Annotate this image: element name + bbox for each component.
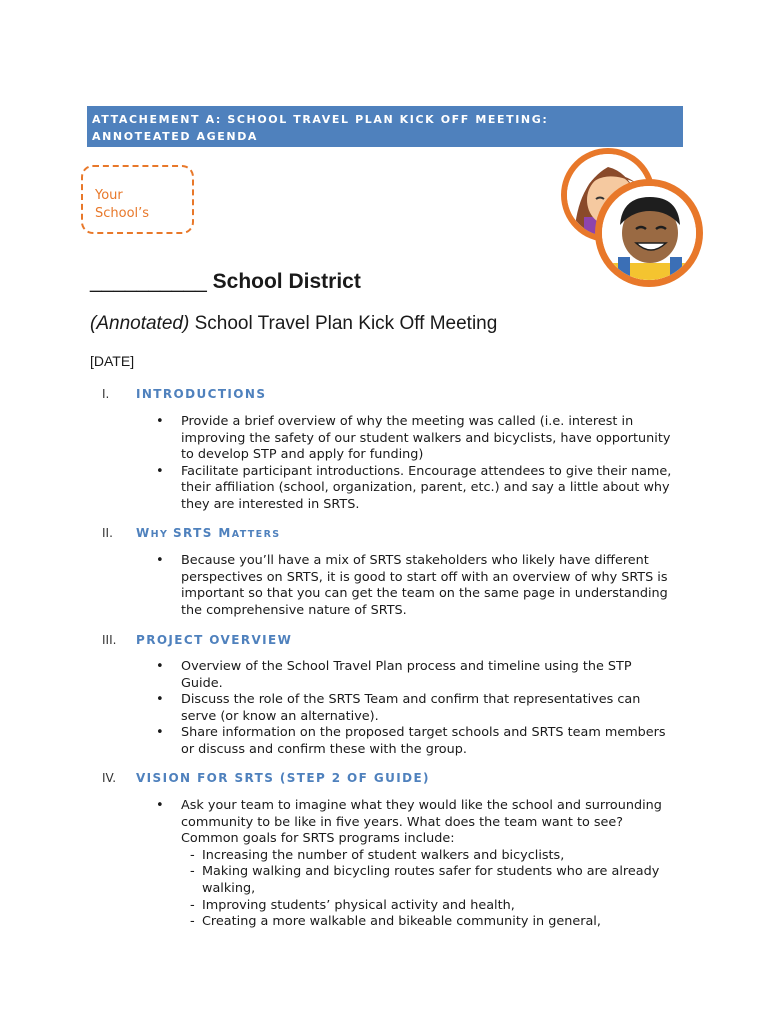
district-name-blank: __________ (90, 270, 207, 293)
list-item: • Facilitate participant introductions. Encourage attendees to give their name, their affiliation (school, organization, parent, etc.) and say a little about why they are interested in SRTS. (156, 464, 676, 514)
students-illustration (556, 145, 706, 290)
meeting-title-text: School Travel Plan Kick Off Meeting (194, 313, 498, 334)
banner-line-2: ANNOTEATED AGENDA (92, 130, 259, 143)
meeting-title-annotated: (Annotated) (90, 313, 190, 334)
list-item: • Share information on the proposed target schools and SRTS team members or discuss and confirm these with the group. (156, 725, 676, 758)
meeting-date: [DATE] (90, 353, 135, 369)
logo-placeholder-line-1: Your (95, 188, 123, 203)
school-logo-placeholder (81, 165, 194, 234)
list-item: - Improving students’ physical activity and health, (190, 898, 676, 915)
section-number: III. (102, 633, 117, 647)
title-part: ATTERS (231, 529, 281, 540)
logo-placeholder-line-2: School’s (95, 206, 150, 221)
list-item: - Making walking and bicycling routes safer for students who are already walking, (190, 864, 676, 897)
list-item: • Because you’ll have a mix of SRTS stakeholders who likely have different perspectives on SRTS, it is good to start off with an overview of why SRTS is important so that you can get the team on the same page in understanding the comprehensive nature of SRTS. (156, 553, 676, 619)
nested-list-container (156, 848, 676, 931)
section-title-vision: VISION FOR SRTS (STEP 2 OF GUIDE) (136, 771, 430, 785)
vision-goals-sublist (156, 848, 676, 931)
school-district-heading (90, 270, 361, 294)
section-title-why-srts-matters (136, 526, 281, 540)
section-number: IV. (102, 771, 117, 785)
meeting-title (90, 313, 497, 335)
section-title-project-overview: PROJECT OVERVIEW (136, 633, 293, 647)
title-part: SRTS M (172, 526, 232, 540)
project-overview-list (156, 659, 676, 759)
list-item: - Increasing the number of student walkers and bicyclists, (190, 848, 676, 865)
section-title-introductions: INTRODUCTIONS (136, 387, 267, 401)
list-item: • Discuss the role of the SRTS Team and confirm that representatives can serve (or know an alternative). (156, 692, 676, 725)
introductions-list (156, 414, 676, 514)
title-part: HY (150, 529, 173, 540)
boy-avatar-icon (595, 179, 706, 290)
why-srts-list (156, 553, 676, 619)
list-item: • Ask your team to imagine what they would like the school and surrounding community to be like in five years. What does the team want to see? Common goals for SRTS programs include: (156, 798, 676, 848)
banner-line-1: ATTACHEMENT A: SCHOOL TRAVEL PLAN KICK OFF MEETING: (92, 113, 549, 126)
list-item: • Overview of the School Travel Plan process and timeline using the STP Guide. (156, 659, 676, 692)
list-item: - Creating a more walkable and bikeable community in general, (190, 914, 676, 931)
section-number: II. (102, 526, 113, 540)
attachment-banner (87, 106, 683, 147)
title-part: W (136, 526, 151, 540)
district-label: School District (212, 270, 361, 293)
list-item: • Provide a brief overview of why the meeting was called (i.e. interest in improving the safety of our student walkers and bicyclists, have opportunity to develop STP and apply for funding) (156, 414, 676, 464)
section-number: I. (102, 387, 110, 401)
vision-list (156, 798, 676, 931)
